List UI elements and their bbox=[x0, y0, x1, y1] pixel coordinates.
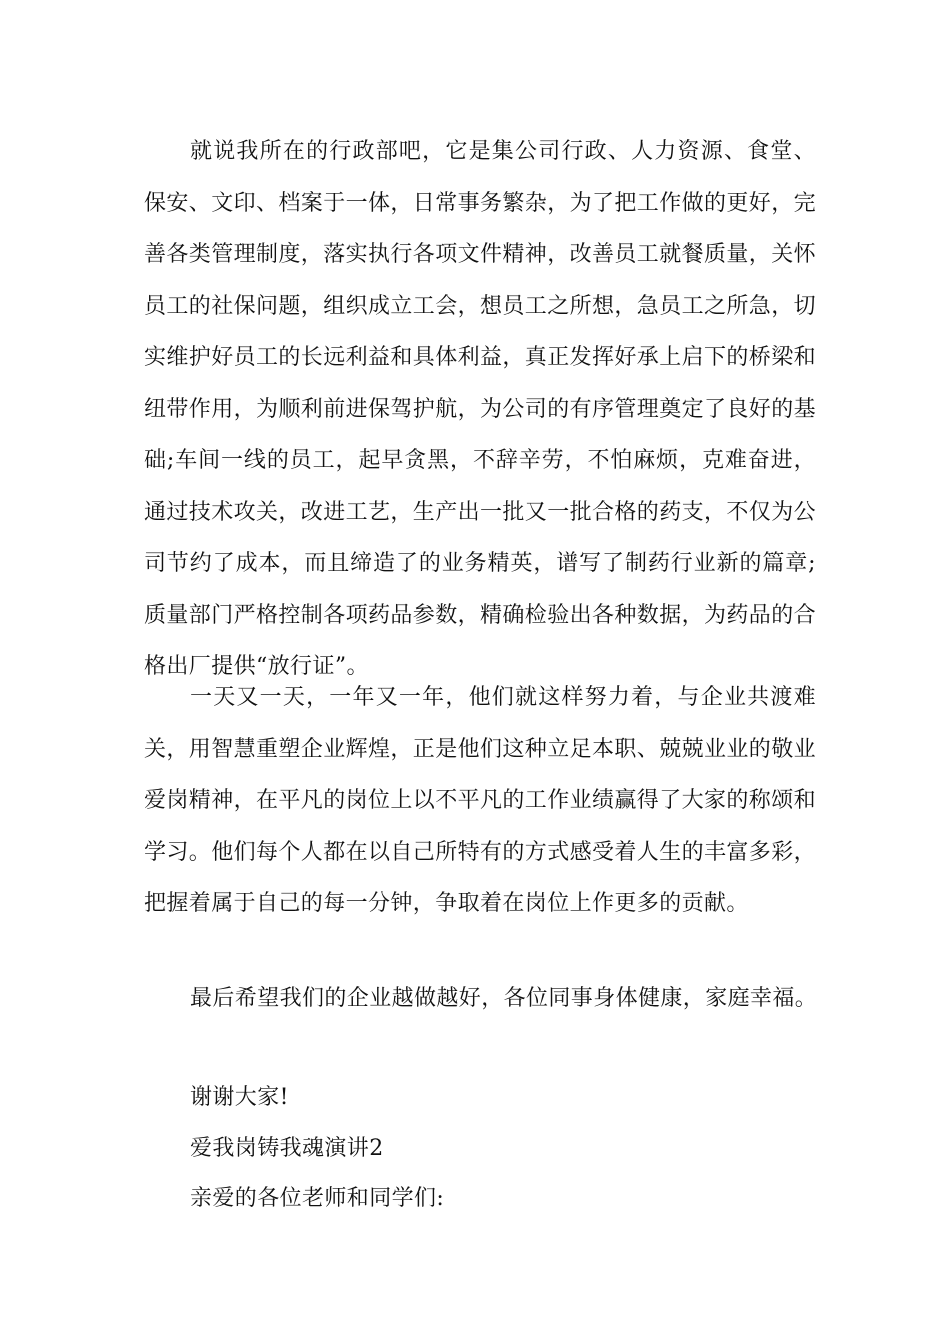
closing-wish-line: 最后希望我们的企业越做越好，各位同事身体健康，家庭幸福。 bbox=[190, 986, 818, 1011]
thanks-line: 谢谢大家! bbox=[190, 1085, 289, 1110]
body-paragraph-admin-department: 就说我所在的行政部吧，它是集公司行政、人力资源、食堂、保安、文印、档案于一体，日常事务繁杂，为了把工作做的更好，完善各类管理制度，落实执行各项文件精神，改善员工就餐质量，关怀员工的社保问题，组织成立工会，想员工之所想，急员工之所急，切实维护好员工的长远利益和具体利益，真正发挥好承上启下的桥梁和纽带作用，为顺利前进保驾护航，为公司的有序管理奠定了良好的基础;车间一线的员工，起早贪黑，不辞辛劳，不怕麻烦，克难奋进，通过技术攻关，改进工艺，生产出一批又一批合格的药支，不仅为公司节约了成本，而且缔造了的业务精英，谱写了制药行业新的篇章;质量部门严格控制各项药品参数，精确检验出各种数据，为药品的合格出厂提供“放行证”。 bbox=[144, 139, 817, 679]
salutation-line: 亲爱的各位老师和同学们: bbox=[190, 1186, 445, 1211]
body-paragraph-day-after-day: 一天又一天，一年又一年，他们就这样努力着，与企业共渡难关，用智慧重塑企业辉煌，正是他们这种立足本职、兢兢业业的敬业爱岗精神，在平凡的岗位上以不平凡的工作业绩赢得了大家的称颂和学习。他们每个人都在以自己所特有的方式感受着人生的丰富多彩，把握着属于自己的每一分钟，争取着在岗位上作更多的贡献。 bbox=[144, 685, 817, 916]
speech-title: 爱我岗铸我魂演讲2 bbox=[190, 1136, 384, 1161]
